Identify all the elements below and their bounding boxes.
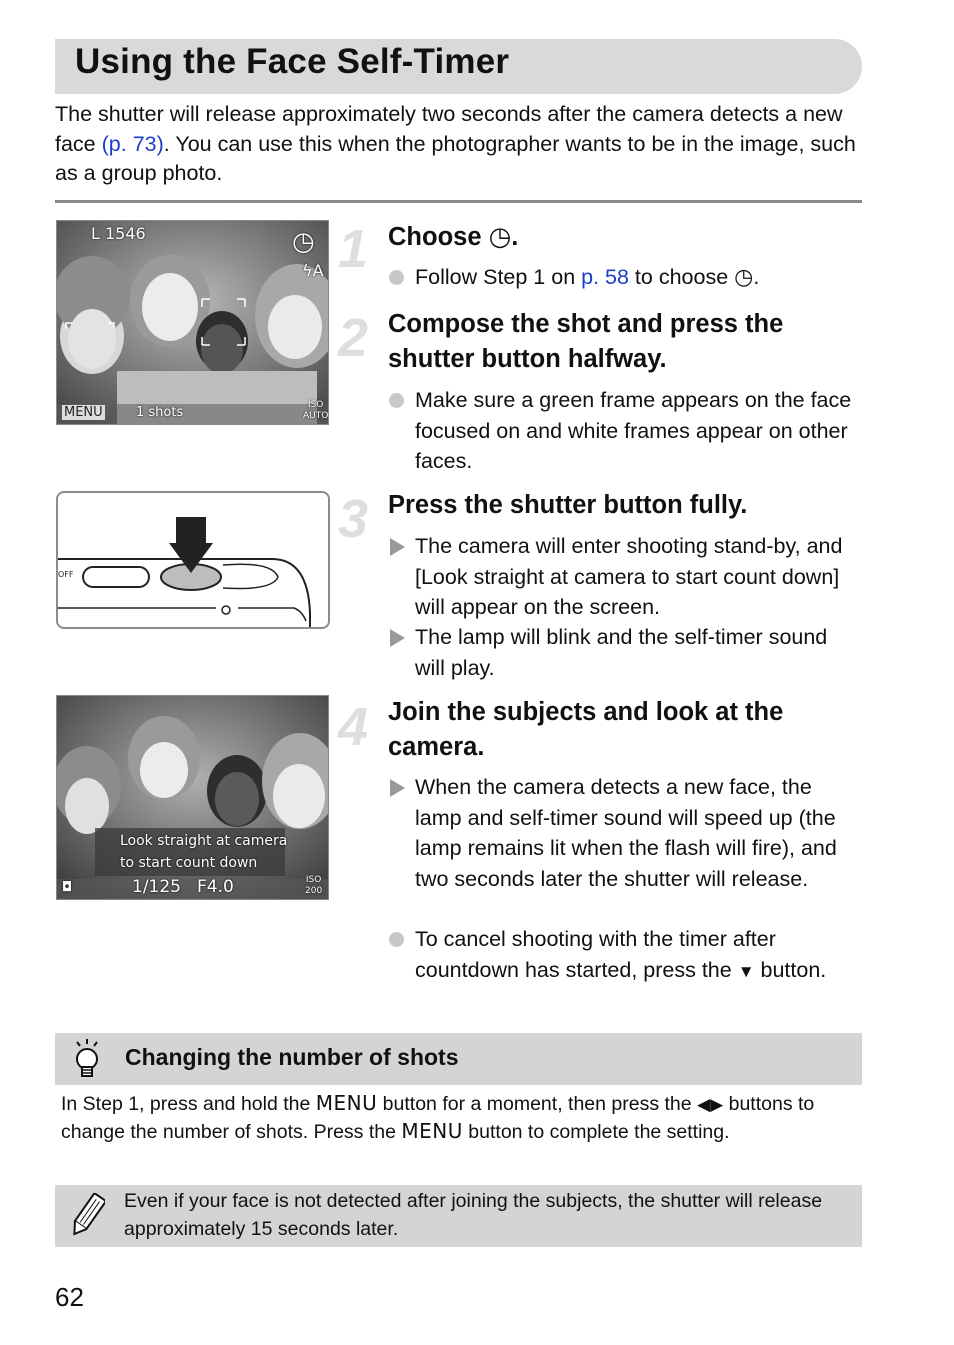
- bullet-icon: [389, 393, 404, 408]
- bullet-icon: [389, 932, 404, 947]
- intro-text-2: . You can use this when the photographer wants to be in the image, such as a group photo.: [55, 131, 856, 185]
- step-2-item-1: Make sure a green frame appears on the face focused on and white frames appear on other faces.: [388, 385, 863, 477]
- image-size-shots-remaining: L 1546: [91, 224, 146, 243]
- note-box: [55, 1185, 862, 1247]
- group-photo-illustration: [57, 221, 329, 425]
- result-arrow-icon: [390, 629, 405, 647]
- intro-paragraph: [55, 100, 865, 189]
- step-3-item-2: The lamp will blink and the self-timer sound will play.: [388, 622, 863, 683]
- intro-text-1: The shutter will release approximately two seconds after the camera detects a new face: [55, 102, 843, 156]
- aperture-value: F4.0: [197, 877, 234, 897]
- pencil-note-icon: [69, 1193, 105, 1239]
- shots-count: 1 shots: [136, 405, 184, 420]
- tip-text: In Step 1, press and hold the MENU button for a moment, then press the ◀▶ buttons to change the number of shots. Press the MENU button to complete the setting.: [61, 1091, 815, 1143]
- camera-top-illustration: [56, 491, 330, 629]
- step-4-item-1: When the camera detects a new face, the lamp and self-timer sound will speed up (the lamp remains lit when the flash will fire), and two seconds later the shutter will release.: [388, 772, 863, 894]
- step-1-item-1: Follow Step 1 on p. 58 to choose ◷.: [388, 262, 863, 293]
- step-3-item-1: The camera will enter shooting stand-by, and [Look straight at camera to start count down] will appear on the screen.: [388, 531, 863, 623]
- face-self-timer-icon: ◷: [734, 264, 754, 289]
- countdown-message-line-1: Look straight at camera: [120, 833, 288, 849]
- step-4-title: Join the subjects and look at the camera.: [388, 698, 784, 761]
- divider: [55, 200, 862, 203]
- step-number-1: 1: [338, 219, 369, 279]
- step-2-title: Compose the shot and press the shutter button halfway.: [388, 310, 784, 373]
- face-self-timer-icon: ◷: [488, 221, 512, 251]
- camera-mode-icon: ◘: [62, 880, 73, 895]
- off-label: OFF: [58, 570, 74, 579]
- shutter-speed: 1/125: [132, 877, 181, 897]
- menu-label: MENU: [64, 405, 103, 420]
- result-arrow-icon: [390, 538, 405, 556]
- page-number: 62: [55, 1282, 84, 1312]
- countdown-message-line-2: to start count down: [120, 855, 258, 871]
- left-right-buttons-icon: ◀▶: [697, 1095, 724, 1114]
- tip-title: Changing the number of shots: [125, 1044, 459, 1070]
- menu-button-label: MENU: [315, 1091, 378, 1115]
- note-text: Even if your face is not detected after joining the subjects, the shutter will release approximately 15 seconds later.: [124, 1190, 823, 1240]
- step-number-4: 4: [338, 697, 369, 757]
- lightbulb-tip-icon: [71, 1038, 103, 1080]
- iso-indicator: ISO 200: [305, 875, 323, 896]
- menu-button-label: MENU: [401, 1119, 463, 1143]
- face-self-timer-icon: ◷: [292, 227, 315, 257]
- step-number-3: 3: [338, 489, 369, 549]
- camera-screen-image-2: [56, 695, 329, 900]
- flash-auto-indicator: ϟA: [302, 261, 324, 280]
- iso-indicator: ISO AUTO: [303, 400, 329, 421]
- step-number-2: 2: [338, 308, 369, 368]
- page-58-link[interactable]: p. 58: [581, 265, 629, 289]
- title-bar: [55, 39, 862, 94]
- down-arrow-button-icon: ▼: [737, 961, 755, 981]
- camera-screen-image-1: [56, 220, 329, 425]
- result-arrow-icon: [390, 779, 405, 797]
- bullet-icon: [389, 270, 404, 285]
- page-title: Using the Face Self-Timer: [75, 42, 510, 81]
- step-3-title: Press the shutter button fully.: [388, 491, 748, 519]
- step-4-item-2: To cancel shooting with the timer after countdown has started, press the ▼ button.: [388, 924, 863, 987]
- intro-page-link[interactable]: (p. 73): [101, 131, 164, 156]
- step-1-title: Choose ◷.: [388, 221, 519, 251]
- tip-header: [55, 1033, 862, 1085]
